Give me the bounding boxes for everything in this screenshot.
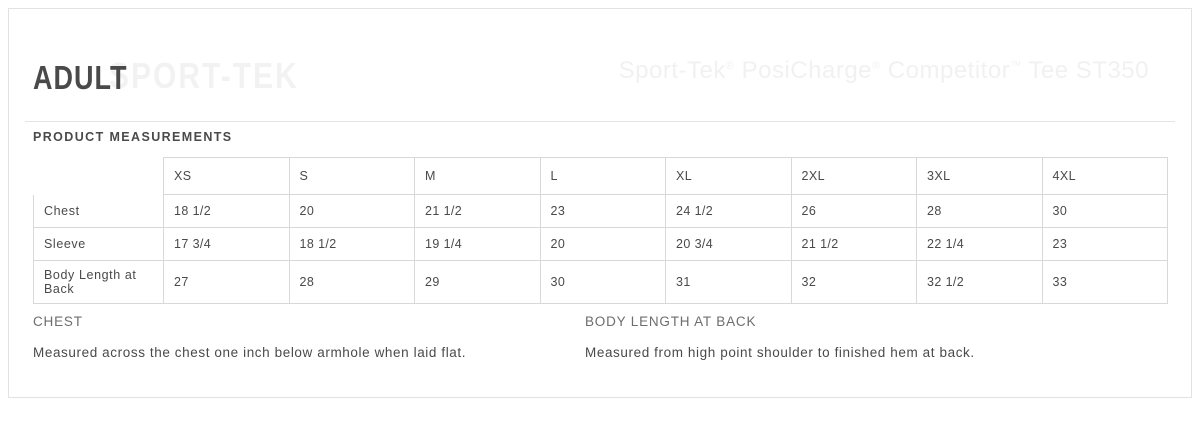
trademark-mark-icon: ™ — [1010, 60, 1022, 72]
header-divider — [25, 121, 1175, 122]
cell-chest-4xl: 30 — [1042, 195, 1168, 228]
column-header-xs: XS — [164, 158, 290, 195]
measurement-card — [8, 8, 1192, 398]
cell-sleeve-2xl: 21 1/2 — [791, 228, 917, 261]
note-body-length-title: BODY LENGTH AT BACK — [585, 314, 757, 329]
column-header-3xl: 3XL — [917, 158, 1043, 195]
cell-sleeve-xs: 17 3/4 — [164, 228, 290, 261]
page-title: ADULT — [33, 59, 128, 97]
cell-sleeve-l: 20 — [540, 228, 666, 261]
cell-body-length-xl: 31 — [666, 261, 792, 304]
cell-body-length-4xl: 33 — [1042, 261, 1168, 304]
cell-sleeve-4xl: 23 — [1042, 228, 1168, 261]
brand-watermark: SPORT-TEK — [109, 57, 299, 97]
cell-sleeve-3xl: 22 1/4 — [917, 228, 1043, 261]
product-watermark-part-4: Tee ST350 — [1021, 57, 1149, 84]
product-name-watermark — [619, 57, 1149, 85]
cell-chest-xl: 24 1/2 — [666, 195, 792, 228]
cell-chest-xs: 18 1/2 — [164, 195, 290, 228]
table-header-row — [34, 158, 1168, 195]
table-row — [34, 195, 1168, 228]
measurements-table — [33, 157, 1168, 304]
cell-chest-l: 23 — [540, 195, 666, 228]
product-watermark-part-1: Sport-Tek — [618, 57, 726, 84]
registered-mark-icon: ® — [725, 60, 735, 72]
cell-chest-s: 20 — [289, 195, 415, 228]
cell-body-length-m: 29 — [415, 261, 541, 304]
column-header-xl: XL — [666, 158, 792, 195]
product-watermark-part-2: PosiCharge — [734, 57, 873, 84]
note-chest-text: Measured across the chest one inch below armhole when laid flat. — [33, 345, 467, 360]
cell-body-length-l: 30 — [540, 261, 666, 304]
table-body — [34, 195, 1168, 304]
table-row — [34, 228, 1168, 261]
note-chest — [33, 314, 573, 360]
table-row — [34, 261, 1168, 304]
note-chest-title: CHEST — [33, 314, 83, 329]
section-title: PRODUCT MEASUREMENTS — [33, 130, 233, 144]
row-label-sleeve: Sleeve — [34, 228, 164, 261]
column-header-4xl: 4XL — [1042, 158, 1168, 195]
column-header-m: M — [415, 158, 541, 195]
note-body-length-text: Measured from high point shoulder to finished hem at back. — [585, 345, 975, 360]
cell-body-length-xs: 27 — [164, 261, 290, 304]
measurements-table-wrapper — [33, 157, 1167, 304]
table-header — [34, 158, 1168, 195]
cell-body-length-2xl: 32 — [791, 261, 917, 304]
product-watermark-part-3: Competitor — [880, 57, 1011, 84]
cell-sleeve-m: 19 1/4 — [415, 228, 541, 261]
column-header-s: S — [289, 158, 415, 195]
note-body-length — [585, 314, 1145, 360]
cell-chest-2xl: 26 — [791, 195, 917, 228]
column-header-l: L — [540, 158, 666, 195]
column-header-2xl: 2XL — [791, 158, 917, 195]
row-label-body-length-at-back: Body Length at Back — [34, 261, 164, 304]
table-corner-cell — [34, 158, 164, 195]
registered-mark-icon-2: ® — [872, 60, 881, 72]
card-header — [9, 9, 1191, 109]
row-label-chest: Chest — [34, 195, 164, 228]
cell-body-length-3xl: 32 1/2 — [917, 261, 1043, 304]
cell-chest-m: 21 1/2 — [415, 195, 541, 228]
cell-sleeve-xl: 20 3/4 — [666, 228, 792, 261]
cell-body-length-s: 28 — [289, 261, 415, 304]
cell-sleeve-s: 18 1/2 — [289, 228, 415, 261]
cell-chest-3xl: 28 — [917, 195, 1043, 228]
